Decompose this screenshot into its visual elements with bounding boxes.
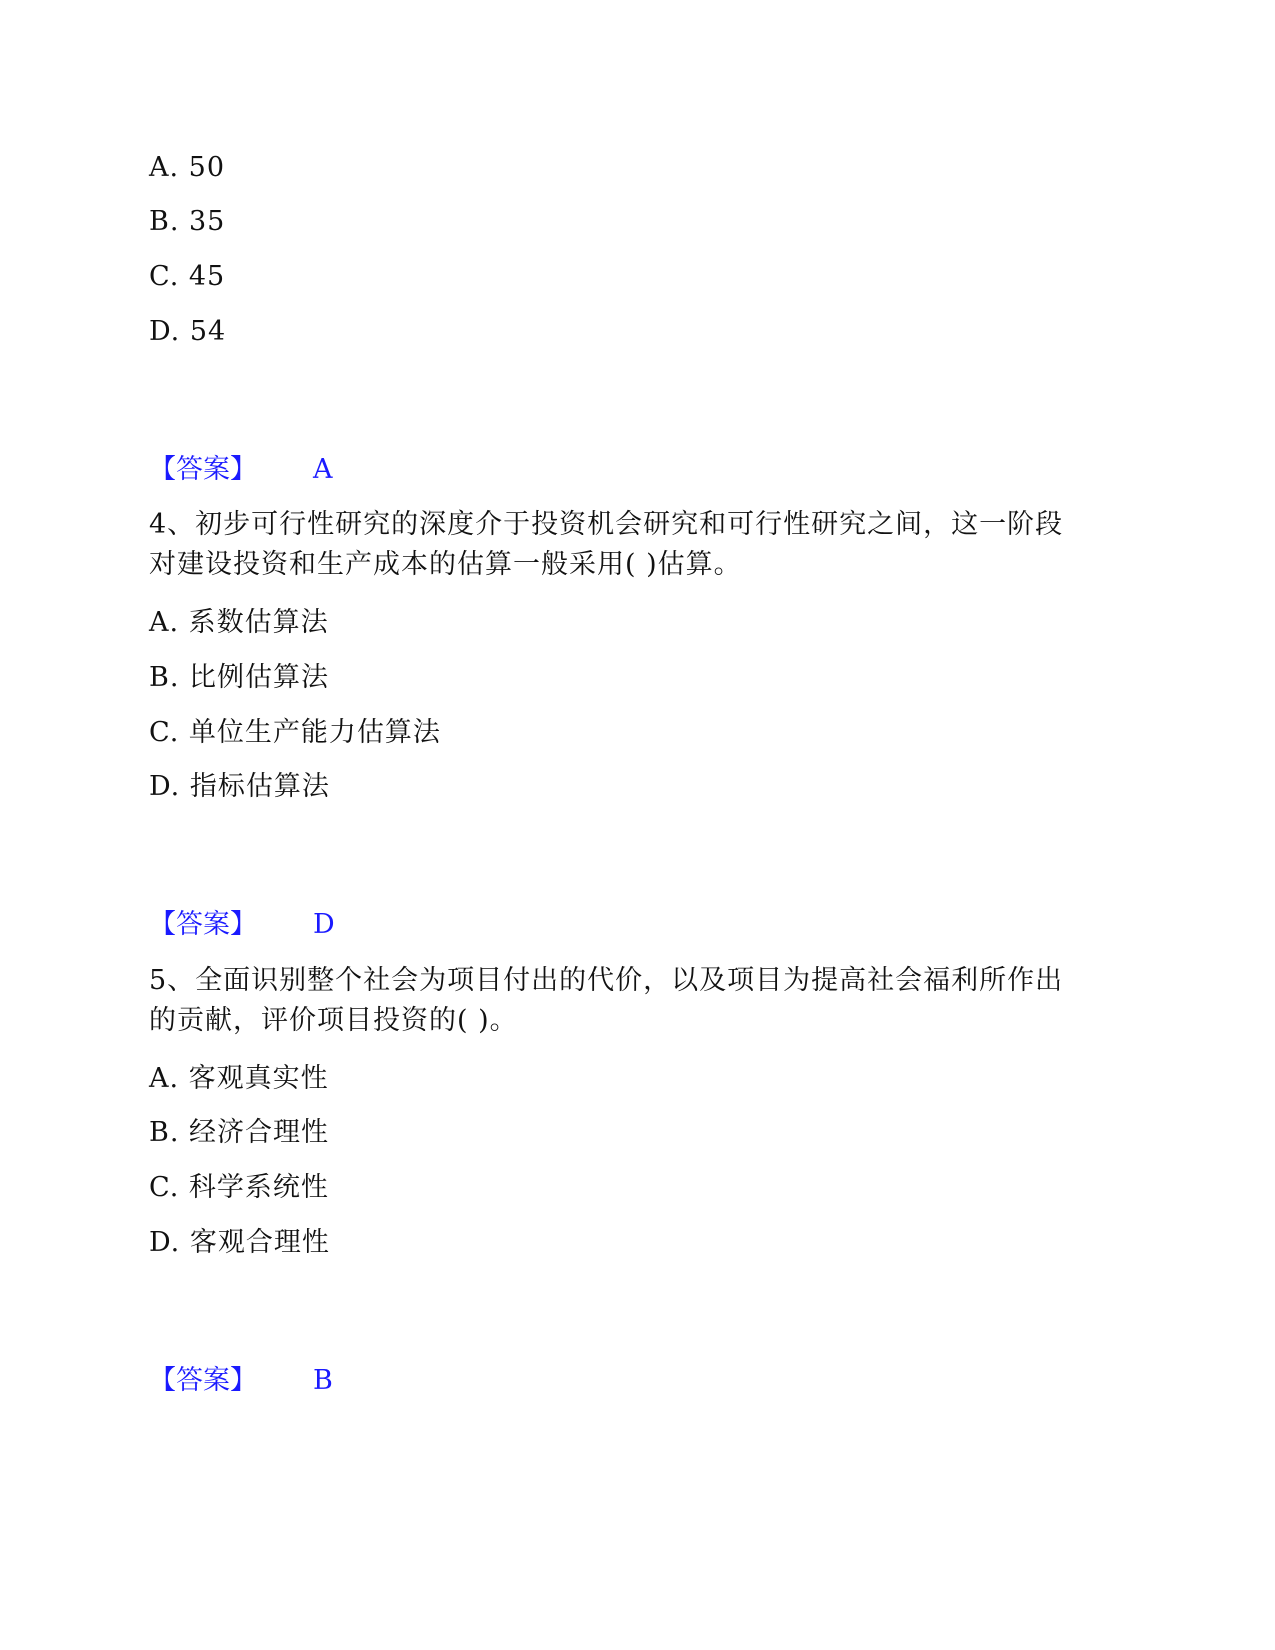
q4-stem-line-1: 4、初步可行性研究的深度介于投资机会研究和可行性研究之间，这一阶段 bbox=[149, 509, 1064, 540]
q4-stem bbox=[149, 505, 1109, 585]
q3-option-a: A. 50 bbox=[149, 152, 226, 183]
q4-option-b: B. 比例估算法 bbox=[149, 662, 330, 693]
q3-answer bbox=[149, 453, 333, 487]
q4-option-c: C. 单位生产能力估算法 bbox=[149, 717, 441, 748]
q5-stem bbox=[149, 961, 1109, 1041]
q4-answer-label: 【答案】 bbox=[149, 909, 257, 940]
q4-option-d: D. 指标估算法 bbox=[149, 771, 330, 802]
q4-answer-value: D bbox=[313, 909, 335, 940]
q3-option-b: B. 35 bbox=[149, 206, 226, 237]
q3-option-d: D. 54 bbox=[149, 316, 227, 347]
q4-stem-line-2: 对建设投资和生产成本的估算一般采用( )估算。 bbox=[149, 549, 742, 580]
q5-answer-label: 【答案】 bbox=[149, 1365, 257, 1396]
q4-option-a: A. 系数估算法 bbox=[149, 607, 329, 638]
q5-answer-value: B bbox=[313, 1365, 333, 1396]
q5-option-a: A. 客观真实性 bbox=[149, 1063, 329, 1094]
q5-stem-line-2: 的贡献，评价项目投资的( )。 bbox=[149, 1005, 518, 1036]
q3-answer-value: A bbox=[313, 454, 333, 485]
q5-answer bbox=[149, 1364, 333, 1398]
q5-option-c: C. 科学系统性 bbox=[149, 1172, 329, 1203]
q5-option-b: B. 经济合理性 bbox=[149, 1117, 330, 1148]
q3-option-c: C. 45 bbox=[149, 261, 226, 292]
q5-stem-line-1: 5、全面识别整个社会为项目付出的代价，以及项目为提高社会福利所作出 bbox=[149, 965, 1064, 996]
q3-answer-label: 【答案】 bbox=[149, 454, 257, 485]
q4-answer bbox=[149, 908, 335, 942]
q5-option-d: D. 客观合理性 bbox=[149, 1227, 330, 1258]
